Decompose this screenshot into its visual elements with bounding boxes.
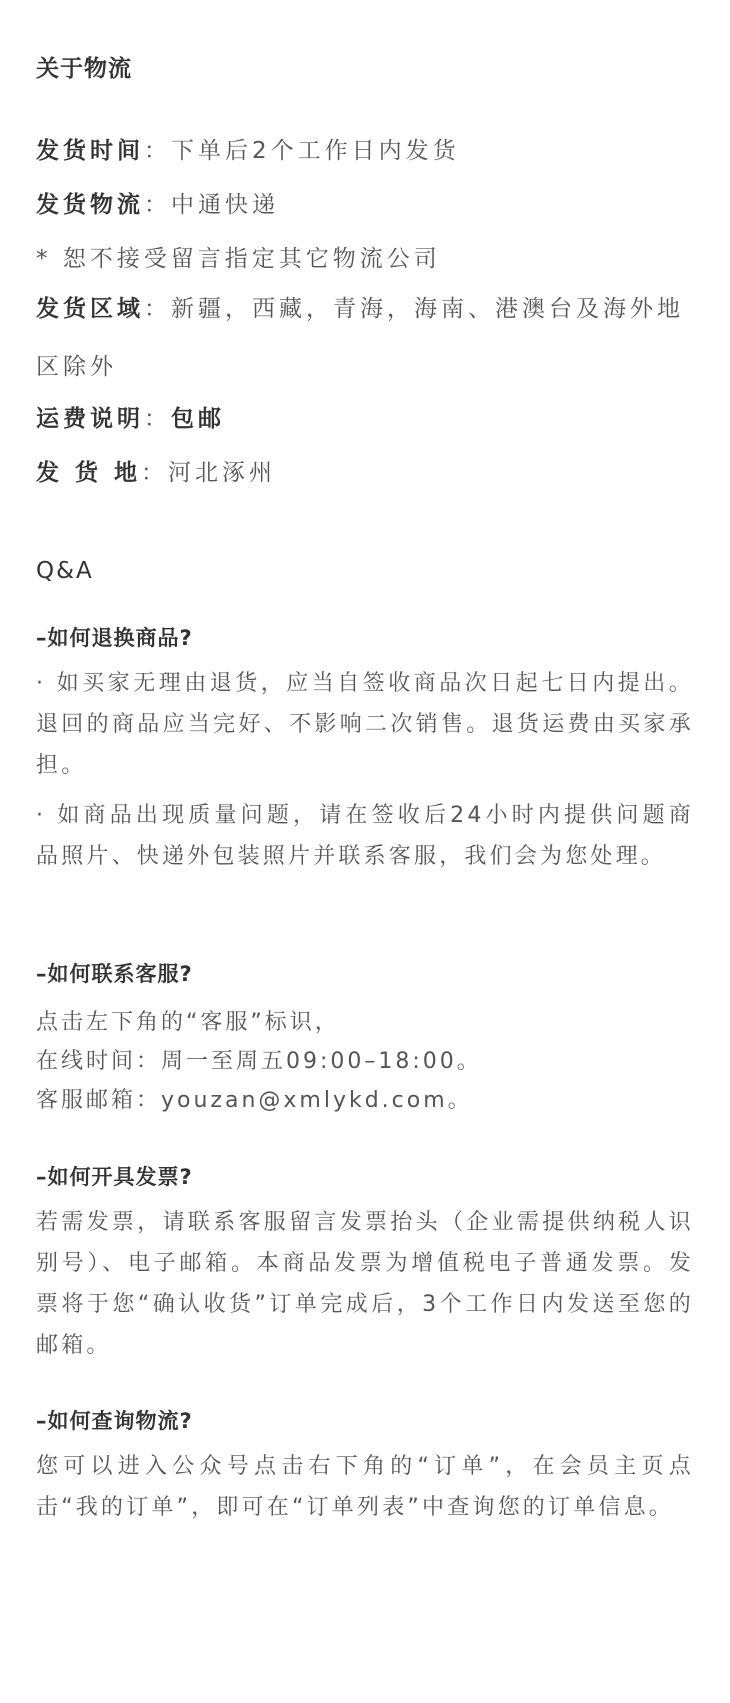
origin-label: 发 货 地 xyxy=(36,460,142,486)
origin-row xyxy=(36,454,694,487)
invoice-question: –如何开具发票? xyxy=(36,1165,193,1189)
carrier-row xyxy=(36,186,694,219)
fee-value: 包邮 xyxy=(171,406,225,432)
return-answer-2: · 如商品出现质量问题，请在签收后24小时内提供问题商品照片、快递外包装照片并联系客服，我们会为您处理。 xyxy=(36,803,694,869)
carrier-label: 发货物流 xyxy=(36,192,144,218)
invoice-answer: 若需发票，请联系客服留言发票抬头（企业需提供纳税人识别号）、电子邮箱。本商品发票为增值税电子普通发票。发票将于您“确认收货”订单完成后，3个工作日内发送至您的邮箱。 xyxy=(36,1210,694,1358)
qa-title: Q&A xyxy=(36,558,94,584)
fee-row xyxy=(36,400,694,433)
region-label: 发货区域 xyxy=(36,296,144,322)
contact-question: –如何联系客服? xyxy=(36,962,193,986)
ship-time-value: 下单后2个工作日内发货 xyxy=(171,138,460,164)
carrier-value: 中通快递 xyxy=(171,192,279,218)
logistics-title: 关于物流 xyxy=(36,56,132,82)
region-row xyxy=(36,280,694,396)
origin-value: 河北涿州 xyxy=(168,460,277,486)
tracking-question: –如何查询物流? xyxy=(36,1409,193,1433)
contact-hours: 在线时间：周一至周五09:00–18:00。 xyxy=(36,1049,482,1074)
return-question: –如何退换商品? xyxy=(36,626,193,650)
ship-time-row xyxy=(36,132,694,165)
carrier-note xyxy=(36,240,694,273)
contact-email: 客服邮箱：youzan@xmlykd.com。 xyxy=(36,1088,473,1113)
region-colon: ： xyxy=(144,296,171,322)
ship-time-colon: ： xyxy=(144,138,171,164)
fee-colon: ： xyxy=(144,406,171,432)
fee-label: 运费说明 xyxy=(36,406,144,432)
tracking-answer: 您可以进入公众号点击右下角的“订单”，在会员主页点击“我的订单”，即可在“订单列表”中查询您的订单信息。 xyxy=(36,1454,694,1520)
ship-time-label: 发货时间 xyxy=(36,138,144,164)
region-value: 新疆，西藏，青海，海南、港澳台及海外地区除外 xyxy=(36,296,684,380)
contact-line-1: 点击左下角的“客服”标识， xyxy=(36,1010,340,1035)
carrier-note-text: * 恕不接受留言指定其它物流公司 xyxy=(36,246,441,272)
return-answer-1: · 如买家无理由退货，应当自签收商品次日起七日内提出。退回的商品应当完好、不影响二次销售。退货运费由买家承担。 xyxy=(36,671,694,778)
carrier-colon: ： xyxy=(144,192,171,218)
origin-colon: ： xyxy=(141,460,169,486)
